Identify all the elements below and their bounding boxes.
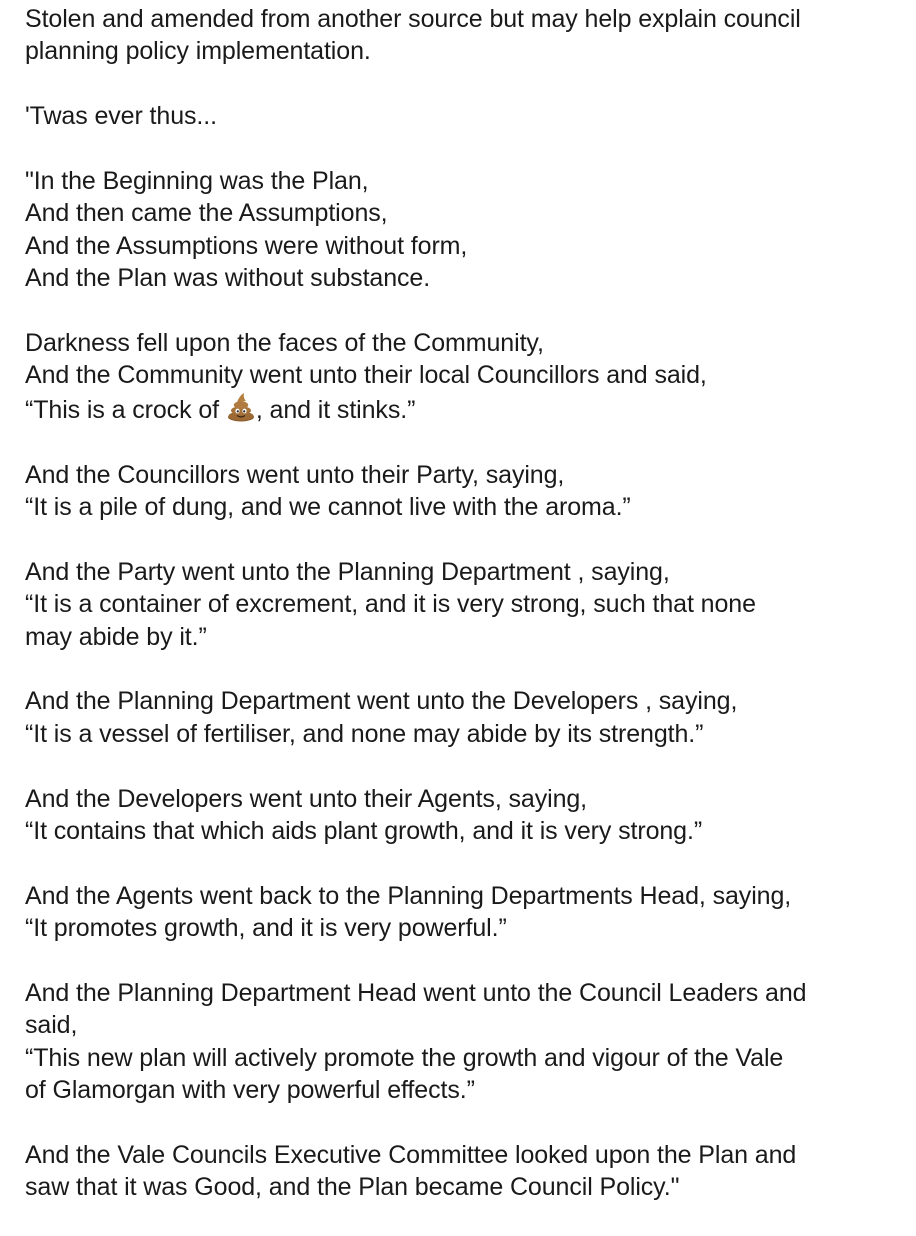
- quote-before-emoji: “This is a crock of: [25, 395, 226, 424]
- twas-paragraph: [25, 100, 910, 132]
- stanza-line: “It is a container of excrement, and it is very strong, such that none: [25, 590, 756, 619]
- stanza-line: And the Plan was without substance.: [25, 264, 431, 293]
- stanza-line: And the Party went unto the Planning Department , saying,: [25, 557, 670, 586]
- stanza-line-with-emoji: [25, 392, 910, 426]
- stanza-line: may abide by it.”: [25, 622, 207, 651]
- stanza-line: “It is a vessel of fertiliser, and none may abide by its strength.”: [25, 719, 704, 748]
- stanza-line: saw that it was Good, and the Plan became Council Policy.": [25, 1173, 680, 1202]
- stanza-line: And the Assumptions were without form,: [25, 231, 468, 260]
- stanza-line: And the Planning Department went unto the Developers , saying,: [25, 687, 738, 716]
- stanza-line: “This new plan will actively promote the growth and vigour of the Vale: [25, 1043, 784, 1072]
- stanza-planning-department: [25, 685, 910, 750]
- intro-line: planning policy implementation.: [25, 37, 371, 66]
- stanza-line: And the Councillors went unto their Party, saying,: [25, 460, 565, 489]
- stanza-department-head: [25, 977, 910, 1107]
- stanza-line: Darkness fell upon the faces of the Community,: [25, 329, 544, 358]
- stanza-line: And then came the Assumptions,: [25, 199, 388, 228]
- intro-line: Stolen and amended from another source but may help explain council: [25, 5, 801, 33]
- stanza-beginning: [25, 165, 910, 295]
- stanza-agents: [25, 880, 910, 945]
- stanza-line: And the Vale Councils Executive Committee looked upon the Plan and: [25, 1141, 797, 1170]
- stanza-councillors: [25, 459, 910, 524]
- stanza-party: [25, 556, 910, 653]
- stanza-line: of Glamorgan with very powerful effects.”: [25, 1076, 475, 1105]
- intro-paragraph: [25, 3, 910, 68]
- stanza-developers: [25, 783, 910, 848]
- stanza-line: “It contains that which aids plant growth, and it is very strong.”: [25, 817, 703, 846]
- stanza-line: And the Agents went back to the Planning Departments Head, saying,: [25, 881, 792, 910]
- stanza-line: And the Planning Department Head went unto the Council Leaders and: [25, 979, 807, 1008]
- document-body: [25, 3, 910, 1236]
- stanza-line: "In the Beginning was the Plan,: [25, 167, 369, 195]
- twas-line: 'Twas ever thus...: [25, 102, 217, 131]
- stanza-line: And the Community went unto their local Councillors and said,: [25, 361, 707, 390]
- stanza-line: And the Developers went unto their Agents, saying,: [25, 784, 588, 813]
- poo-emoji-icon: [227, 392, 255, 422]
- stanza-line: “It is a pile of dung, and we cannot live with the aroma.”: [25, 493, 631, 522]
- quote-after-emoji: , and it stinks.”: [255, 395, 416, 424]
- stanza-line: said,: [25, 1011, 78, 1040]
- stanza-executive-committee: [25, 1139, 910, 1204]
- stanza-darkness: [25, 327, 910, 426]
- stanza-line: “It promotes growth, and it is very powerful.”: [25, 914, 507, 943]
